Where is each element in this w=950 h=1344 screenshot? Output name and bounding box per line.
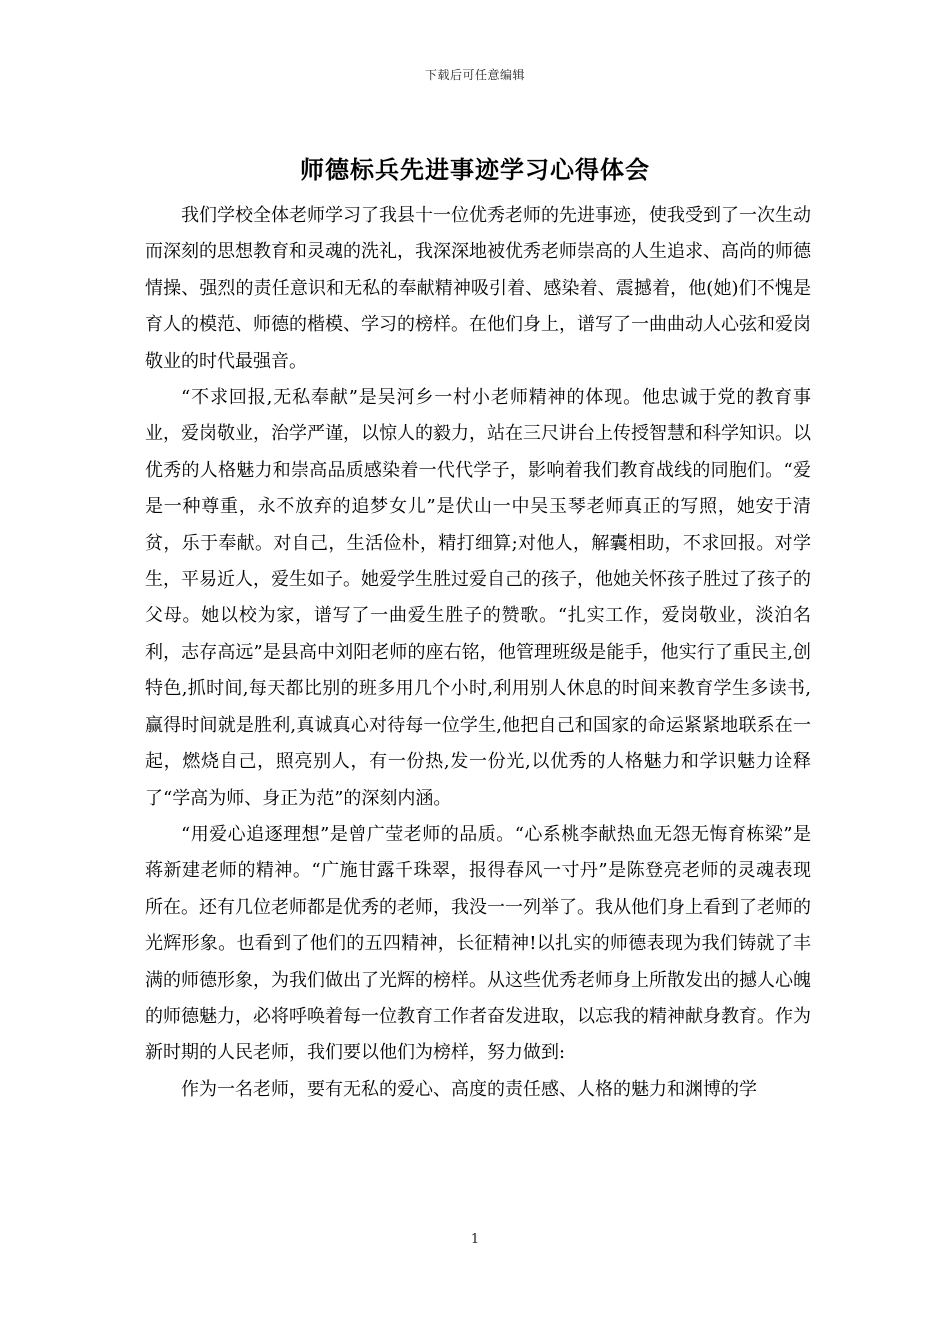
paragraph: 作为一名老师，要有无私的爱心、高度的责任感、人格的魅力和渊博的学 <box>181 1078 757 1100</box>
paragraph: “用爱心追逐理想”是曾广莹老师的品质。“心系桃李献热血无怨无悔育栋梁”是蒋新建老师的精神。“广施甘露千珠翠，报得春风一寸丹”是陈登亮老师的灵魂表现所在。还有几位老师都是优秀的老师，我没一一列举了。我从他们身上看到了老师的光辉形象。也看到了他们的五四精神，长征精神!以扎实的师德表现为我们铸就了丰满的师德形象，为我们做出了光辉的榜样。从这些优秀老师身上所散发出的撼人心魄的师德魅力，必将呼唤着每一位教育工作者奋发进取，以忘我的精神献身教育。作为新时期的人民老师，我们要以他们为榜样，努力做到: <box>145 823 811 1064</box>
document-title: 师德标兵先进事迹学习心得体会 <box>300 156 650 184</box>
page-number: 1 <box>470 1232 480 1247</box>
header-note: 下载后可任意编辑 <box>424 68 525 82</box>
paragraph: 我们学校全体老师学习了我县十一位优秀老师的先进事迹，使我受到了一次生动而深刻的思想教育和灵魂的洗礼，我深深地被优秀老师崇高的人生追求、高尚的师德情操、强烈的责任意识和无私的奉献精神吸引着、感染着、震撼着，他(她)们不愧是育人的模范、师德的楷模、学习的榜样。在他们身上，谱写了一曲曲动人心弦和爱岗敬业的时代最强音。 <box>145 205 811 372</box>
paragraph: “不求回报,无私奉献”是吴河乡一村小老师精神的体现。他忠诚于党的教育事业，爱岗敬业，治学严谨，以惊人的毅力，站在三尺讲台上传授智慧和科学知识。以优秀的人格魅力和崇高品质感染着一代代学子，影响着我们教育战线的同胞们。“爱是一种尊重，永不放弃的追梦女儿”是伏山一中吴玉琴老师真正的写照，她安于清贫，乐于奉献。对自己，生活俭朴，精打细算;对他人，解囊相助，不求回报。对学生，平易近人，爱生如子。她爱学生胜过爱自己的孩子，他她关怀孩子胜过了孩子的父母。她以校为家，谱写了一曲爱生胜子的赞歌。“扎实工作，爱岗敬业，淡泊名利，志存高远”是县高中刘阳老师的座右铭，他管理班级是能手，他实行了重民主,创特色,抓时间,每天都比别的班多用几个小时,利用别人休息的时间来教育学生多读书,赢得时间就是胜利,真诚真心对待每一位学生,他把自己和国家的命运紧紧地联系在一起，燃烧自己，照亮别人，有一份热,发一份光,以优秀的人格魅力和学识魅力诠释了“学高为师、身正为范”的深刻内涵。 <box>145 387 811 809</box>
document-body <box>145 198 811 1108</box>
